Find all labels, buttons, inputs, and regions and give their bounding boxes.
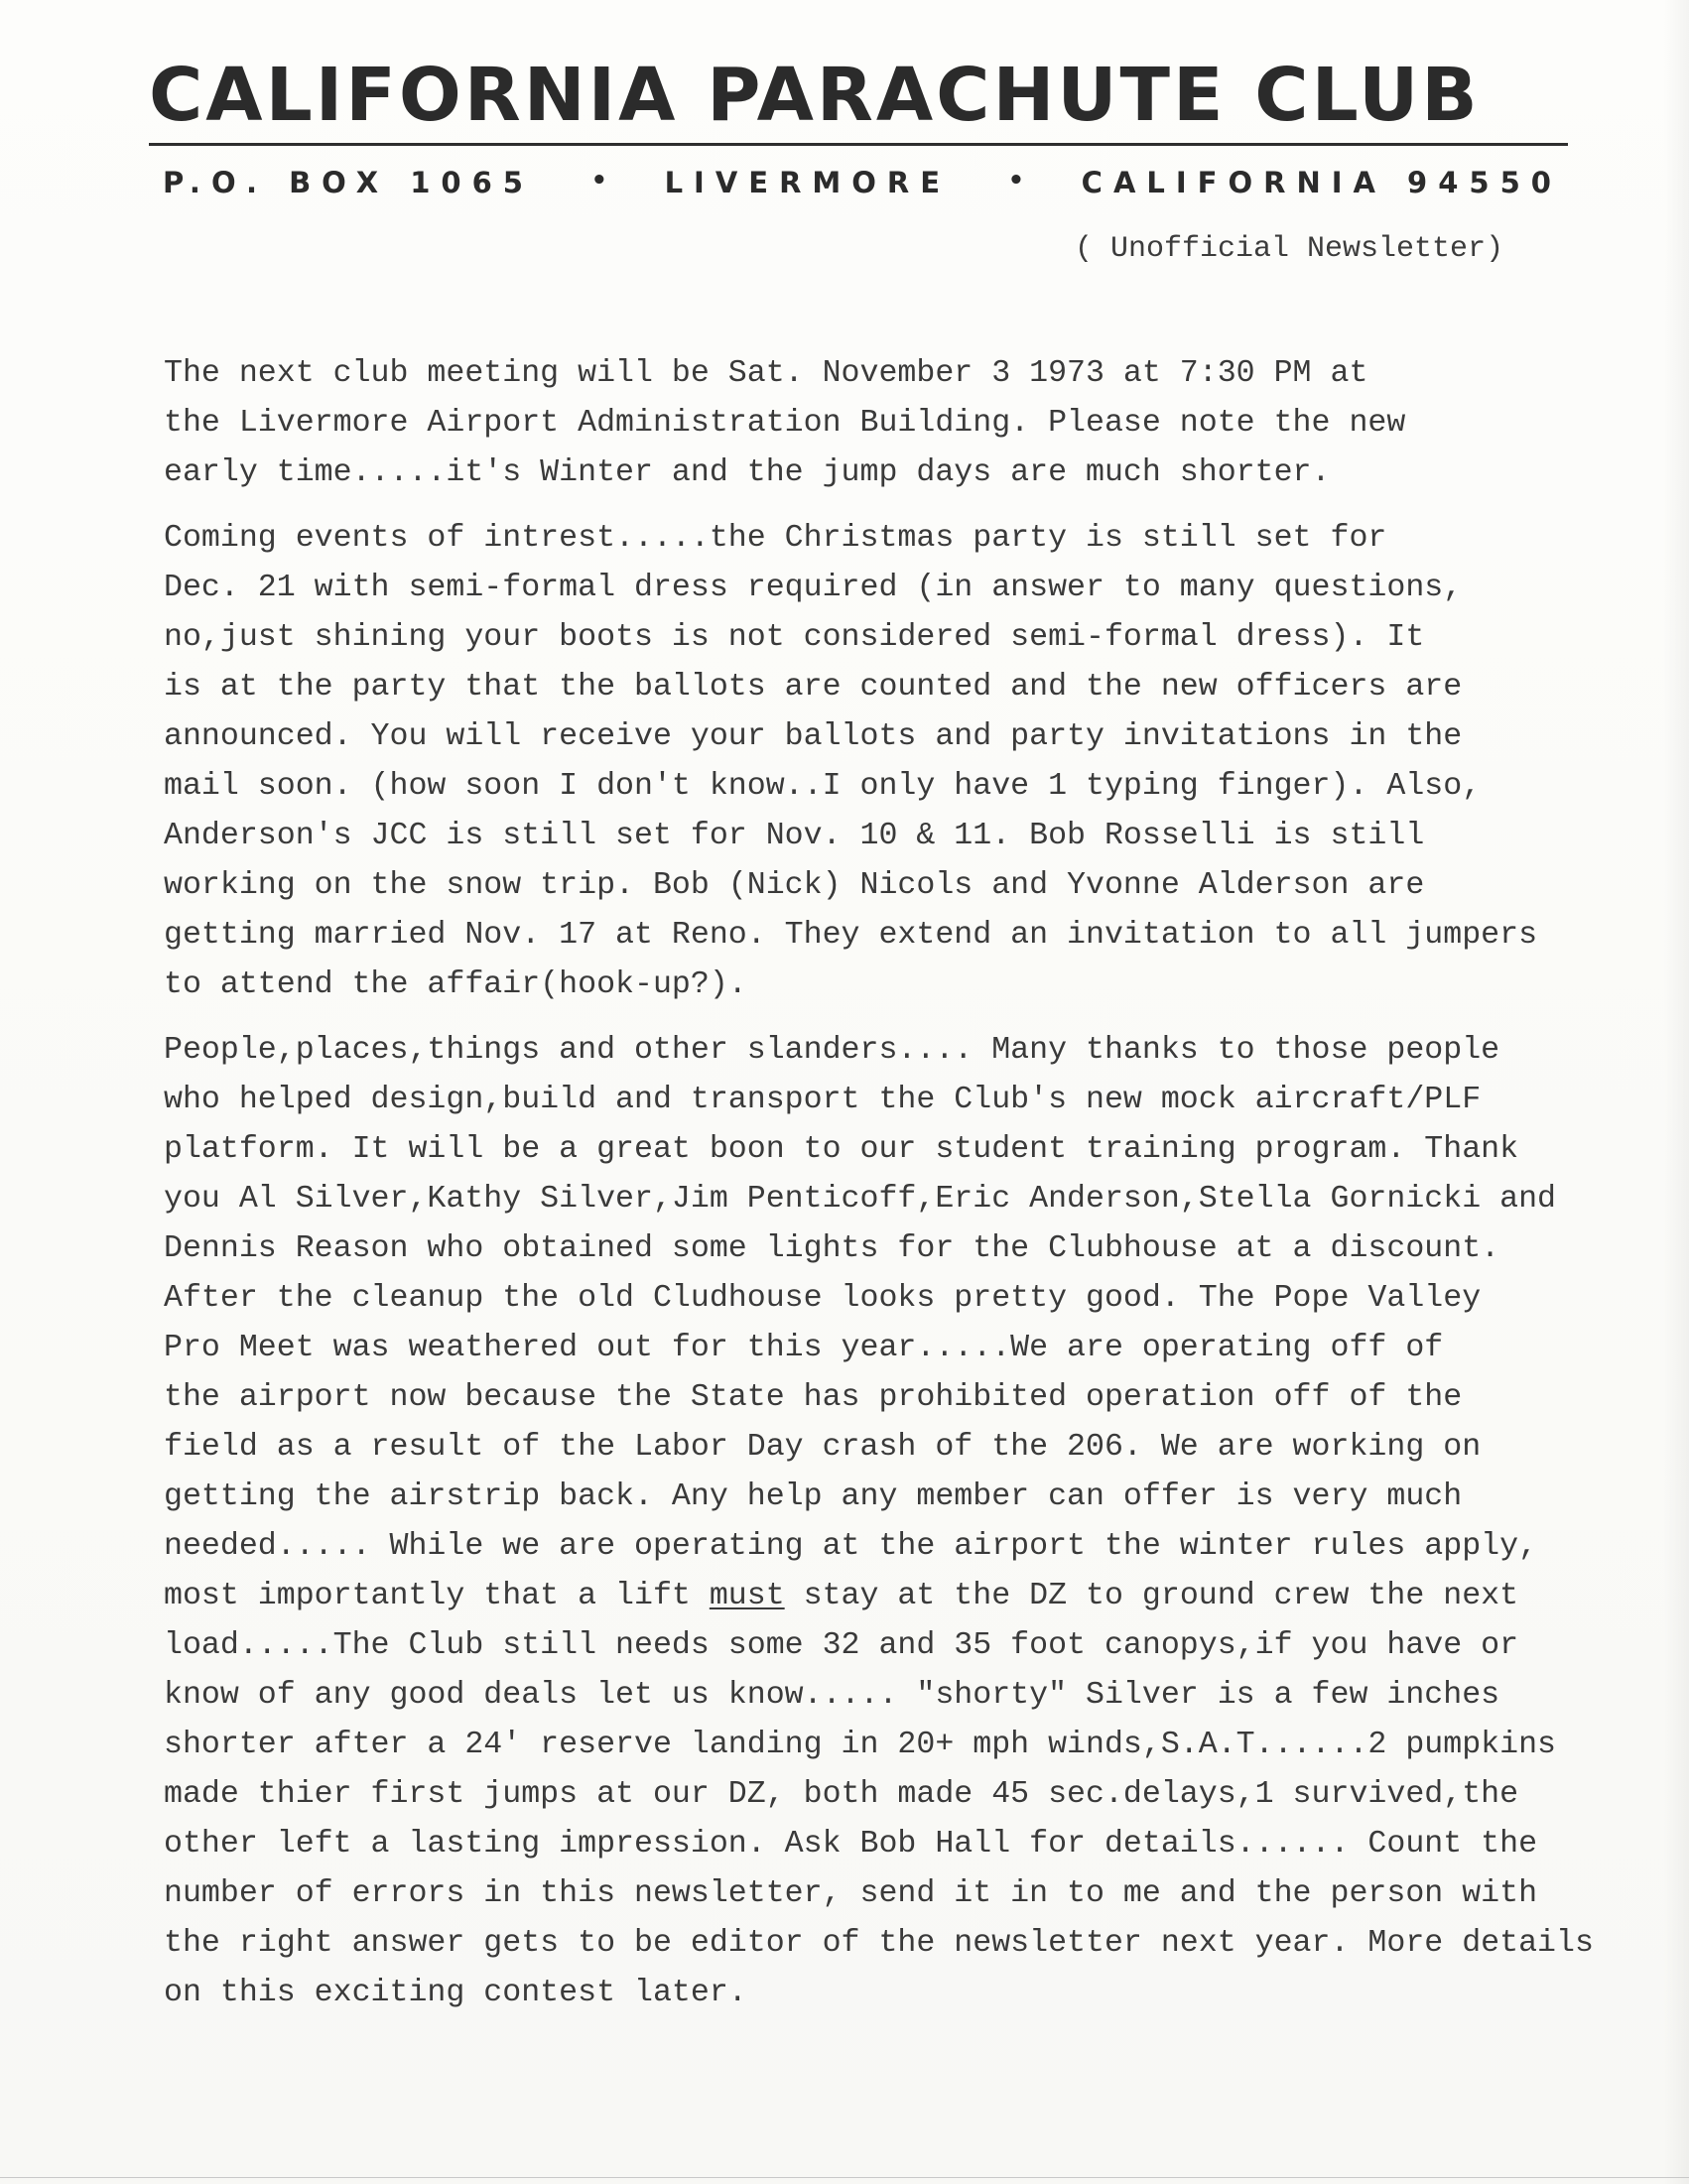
text-line: to attend the affair(hook-up?).: [164, 967, 747, 1002]
letterhead-rule: [149, 143, 1568, 146]
text-line: platform. It will be a great boon to our student training program. Thank: [164, 1132, 1519, 1167]
text-line: early time.....it's Winter and the jump days are much shorter.: [164, 455, 1331, 490]
text-line: is at the party that the ballots are counted and the new officers are: [164, 670, 1463, 705]
text-line: After the cleanup the old Cludhouse looks pretty good. The Pope Valley: [164, 1281, 1482, 1316]
text-line: the airport now because the State has prohibited operation off of the: [164, 1380, 1463, 1415]
text-segment: most importantly that a lift: [164, 1579, 710, 1613]
text-line: Dennis Reason who obtained some lights for the Clubhouse at a discount.: [164, 1231, 1500, 1266]
newsletter-body: [164, 349, 1682, 2034]
text-line: load.....The Club still needs some 32 and 35 foot canopys,if you have or: [164, 1628, 1519, 1663]
newsletter-subtitle: ( Unofficial Newsletter): [1075, 232, 1504, 266]
text-line: Anderson's JCC is still set for Nov. 10 & 11. Bob Rosselli is still: [164, 819, 1425, 853]
text-line: needed..... While we are operating at the airport the winter rules apply,: [164, 1529, 1538, 1564]
address-separator: •: [1007, 166, 1025, 195]
address-city: LIVERMORE: [664, 166, 952, 199]
address-separator: •: [590, 166, 608, 195]
body-paragraph: [164, 514, 1682, 1010]
text-line: working on the snow trip. Bob (Nick) Nicols and Yvonne Alderson are: [164, 868, 1425, 903]
text-line: People,places,things and other slanders.... Many thanks to those people: [164, 1033, 1500, 1068]
address-state-zip: CALIFORNIA 94550: [1081, 166, 1562, 199]
text-line: announced. You will receive your ballots and party invitations in the: [164, 719, 1463, 754]
letterhead: [149, 52, 1568, 199]
body-paragraph: [164, 349, 1682, 498]
text-line: no,just shining your boots is not considered semi-formal dress). It: [164, 620, 1425, 655]
text-line: [164, 1572, 1682, 1621]
text-segment: stay at the DZ to ground crew the next: [784, 1579, 1519, 1613]
address-po-box: P.O. BOX 1065: [163, 166, 534, 199]
text-line: The next club meeting will be Sat. November 3 1973 at 7:30 PM at: [164, 356, 1368, 391]
underlined-word: must: [709, 1579, 785, 1613]
text-line: mail soon. (how soon I don't know..I only have 1 typing finger). Also,: [164, 769, 1482, 804]
text-line: made thier first jumps at our DZ, both made 45 sec.delays,1 survived,the: [164, 1777, 1519, 1812]
text-line: you Al Silver,Kathy Silver,Jim Penticoff,Eric Anderson,Stella Gornicki and: [164, 1182, 1556, 1217]
text-line: field as a result of the Labor Day crash of the 206. We are working on: [164, 1430, 1482, 1465]
text-line: other left a lasting impression. Ask Bob Hall for details...... Count the: [164, 1827, 1538, 1862]
text-line: on this exciting contest later.: [164, 1976, 747, 2010]
text-line: Dec. 21 with semi-formal dress required (in answer to many questions,: [164, 571, 1463, 605]
club-name: CALIFORNIA PARACHUTE CLUB: [149, 53, 1481, 138]
text-line: who helped design,build and transport the Club's new mock aircraft/PLF: [164, 1083, 1482, 1117]
club-address: [163, 166, 1562, 199]
text-line: Coming events of intrest.....the Christmas party is still set for: [164, 521, 1387, 556]
text-line: shorter after a 24' reserve landing in 20+ mph winds,S.A.T......2 pumpkins: [164, 1728, 1556, 1762]
text-line: getting the airstrip back. Any help any member can offer is very much: [164, 1479, 1463, 1514]
text-line: know of any good deals let us know..... "shorty" Silver is a few inches: [164, 1678, 1500, 1713]
text-line: Pro Meet was weathered out for this year.....We are operating off of: [164, 1331, 1444, 1365]
text-line: the Livermore Airport Administration Building. Please note the new: [164, 406, 1406, 441]
body-paragraph: [164, 1026, 1682, 2018]
text-line: the right answer gets to be editor of the newsletter next year. More details: [164, 1926, 1594, 1961]
page-bottom-edge: [0, 2177, 1689, 2178]
text-line: number of errors in this newsletter, send it in to me and the person with: [164, 1876, 1538, 1911]
text-line: getting married Nov. 17 at Reno. They extend an invitation to all jumpers: [164, 918, 1538, 953]
